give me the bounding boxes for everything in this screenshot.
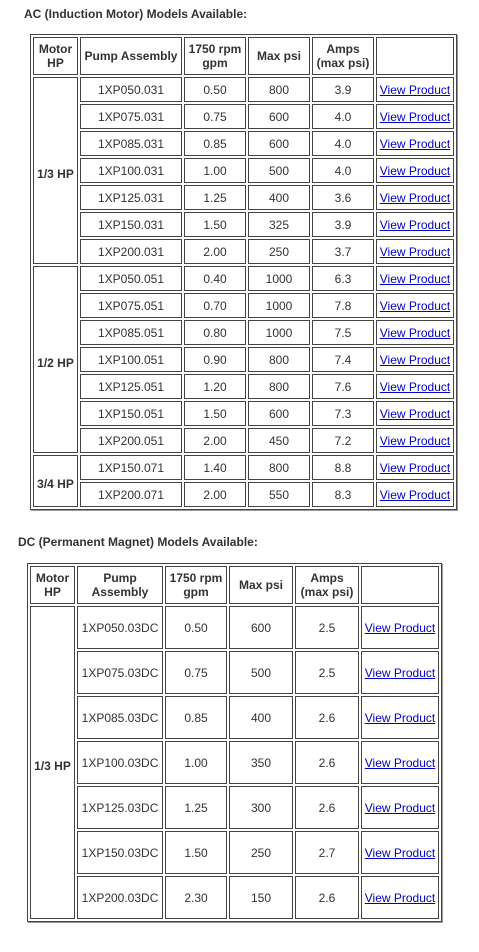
view-product-link[interactable]: View Product xyxy=(379,82,451,97)
view-product-cell xyxy=(376,401,454,426)
view-product-link[interactable]: View Product xyxy=(379,163,451,178)
view-product-link[interactable]: View Product xyxy=(379,190,451,205)
view-product-cell xyxy=(376,266,454,291)
table-row xyxy=(33,374,454,399)
amps-cell: 7.2 xyxy=(312,428,374,453)
pump-assembly-cell: 1XP050.03DC xyxy=(77,606,163,649)
pump-assembly-cell: 1XP150.071 xyxy=(80,455,182,480)
table-row xyxy=(33,293,454,318)
max-psi-cell: 800 xyxy=(248,77,310,102)
max-psi-cell: 325 xyxy=(248,212,310,237)
view-product-cell xyxy=(376,428,454,453)
view-product-link[interactable]: View Product xyxy=(379,406,451,421)
table-row xyxy=(30,651,439,694)
table-row xyxy=(33,239,454,264)
max-psi-cell: 400 xyxy=(248,185,310,210)
view-product-link[interactable]: View Product xyxy=(379,460,451,475)
amps-cell: 8.8 xyxy=(312,455,374,480)
view-product-cell xyxy=(361,606,439,649)
pump-assembly-cell: 1XP085.03DC xyxy=(77,696,163,739)
header-row xyxy=(30,566,439,604)
gpm-cell: 0.75 xyxy=(165,651,227,694)
pump-assembly-cell: 1XP075.031 xyxy=(80,104,182,129)
view-product-cell xyxy=(361,741,439,784)
gpm-cell: 2.00 xyxy=(184,428,246,453)
view-product-cell xyxy=(376,158,454,183)
amps-cell: 4.0 xyxy=(312,158,374,183)
motor-hp-label: 1/3 HP xyxy=(34,758,71,773)
gpm-cell: 1.00 xyxy=(165,741,227,784)
amps-cell: 7.8 xyxy=(312,293,374,318)
motor-hp-label: 3/4 HP xyxy=(37,477,74,491)
max-psi-cell: 450 xyxy=(248,428,310,453)
table-row xyxy=(33,131,454,156)
view-product-link[interactable]: View Product xyxy=(364,755,436,770)
view-product-link[interactable]: View Product xyxy=(364,710,436,725)
max-psi-cell: 800 xyxy=(248,347,310,372)
view-product-link[interactable]: View Product xyxy=(379,379,451,394)
view-product-link[interactable]: View Product xyxy=(379,244,451,259)
table-row xyxy=(30,831,439,874)
gpm-cell: 0.40 xyxy=(184,266,246,291)
header-link xyxy=(376,37,454,75)
pump-assembly-cell: 1XP150.031 xyxy=(80,212,182,237)
ac-section-title: AC (Induction Motor) Models Available: xyxy=(24,7,248,21)
header-amps: Amps (max psi) xyxy=(295,566,359,604)
gpm-cell: 1.00 xyxy=(184,158,246,183)
max-psi-cell: 1000 xyxy=(248,266,310,291)
header-pump-assembly: Pump Assembly xyxy=(77,566,163,604)
header-max-psi: Max psi xyxy=(229,566,293,604)
amps-cell: 7.5 xyxy=(312,320,374,345)
max-psi-cell: 1000 xyxy=(248,293,310,318)
pump-assembly-cell: 1XP125.031 xyxy=(80,185,182,210)
view-product-link[interactable]: View Product xyxy=(379,136,451,151)
max-psi-cell: 500 xyxy=(248,158,310,183)
view-product-cell xyxy=(376,77,454,102)
gpm-cell: 0.80 xyxy=(184,320,246,345)
table-row xyxy=(33,104,454,129)
view-product-cell xyxy=(376,374,454,399)
max-psi-cell: 350 xyxy=(229,741,293,784)
max-psi-cell: 1000 xyxy=(248,320,310,345)
pump-assembly-cell: 1XP200.031 xyxy=(80,239,182,264)
table-row xyxy=(33,455,454,480)
view-product-cell xyxy=(361,786,439,829)
gpm-cell: 1.50 xyxy=(184,401,246,426)
pump-assembly-cell: 1XP075.051 xyxy=(80,293,182,318)
table-row xyxy=(33,482,454,507)
max-psi-cell: 300 xyxy=(229,786,293,829)
table-row xyxy=(30,786,439,829)
max-psi-cell: 500 xyxy=(229,651,293,694)
pump-assembly-cell: 1XP075.03DC xyxy=(77,651,163,694)
motor-hp-label: 1/3 HP xyxy=(37,166,74,181)
dc-models-table xyxy=(27,563,442,922)
motor-hp-cell xyxy=(33,455,78,507)
table-row xyxy=(33,185,454,210)
amps-cell: 8.3 xyxy=(312,482,374,507)
pump-assembly-cell: 1XP100.031 xyxy=(80,158,182,183)
amps-cell: 2.6 xyxy=(295,696,359,739)
amps-cell: 2.5 xyxy=(295,606,359,649)
amps-cell: 2.6 xyxy=(295,786,359,829)
view-product-cell xyxy=(376,104,454,129)
pump-assembly-cell: 1XP200.051 xyxy=(80,428,182,453)
amps-cell: 7.4 xyxy=(312,347,374,372)
table-row xyxy=(33,266,454,291)
view-product-cell xyxy=(376,293,454,318)
gpm-cell: 0.85 xyxy=(165,696,227,739)
pump-assembly-cell: 1XP125.03DC xyxy=(77,786,163,829)
table-row xyxy=(33,347,454,372)
gpm-cell: 0.75 xyxy=(184,104,246,129)
table-row xyxy=(33,401,454,426)
gpm-cell: 0.85 xyxy=(184,131,246,156)
gpm-cell: 1.50 xyxy=(184,212,246,237)
amps-cell: 6.3 xyxy=(312,266,374,291)
amps-cell: 4.0 xyxy=(312,104,374,129)
table-row xyxy=(30,606,439,649)
view-product-link[interactable]: View Product xyxy=(379,109,451,124)
gpm-cell: 0.50 xyxy=(184,77,246,102)
max-psi-cell: 600 xyxy=(248,401,310,426)
motor-hp-cell xyxy=(33,77,78,264)
pump-assembly-cell: 1XP200.071 xyxy=(80,482,182,507)
table-row xyxy=(30,741,439,784)
motor-hp-cell xyxy=(30,606,75,919)
view-product-cell xyxy=(376,239,454,264)
motor-hp-label: 1/2 HP xyxy=(37,355,74,370)
header-link xyxy=(361,566,439,604)
header-max-psi: Max psi xyxy=(248,37,310,75)
max-psi-cell: 550 xyxy=(248,482,310,507)
max-psi-cell: 600 xyxy=(248,131,310,156)
gpm-cell: 2.00 xyxy=(184,482,246,507)
gpm-cell: 2.00 xyxy=(184,239,246,264)
view-product-link[interactable]: View Product xyxy=(364,890,436,905)
amps-cell: 7.6 xyxy=(312,374,374,399)
pump-assembly-cell: 1XP050.051 xyxy=(80,266,182,291)
amps-cell: 4.0 xyxy=(312,131,374,156)
table-row xyxy=(33,212,454,237)
view-product-cell xyxy=(361,696,439,739)
gpm-cell: 2.30 xyxy=(165,876,227,919)
motor-hp-cell xyxy=(33,266,78,453)
table-row xyxy=(30,876,439,919)
max-psi-cell: 400 xyxy=(229,696,293,739)
pump-assembly-cell: 1XP085.031 xyxy=(80,131,182,156)
ac-models-table xyxy=(30,34,457,510)
view-product-link[interactable]: View Product xyxy=(379,271,451,286)
pump-assembly-cell: 1XP125.051 xyxy=(80,374,182,399)
view-product-cell xyxy=(376,455,454,480)
header-row xyxy=(33,37,454,75)
max-psi-cell: 250 xyxy=(229,831,293,874)
amps-cell: 3.7 xyxy=(312,239,374,264)
pump-assembly-cell: 1XP100.03DC xyxy=(77,741,163,784)
max-psi-cell: 800 xyxy=(248,374,310,399)
header-pump-assembly: Pump Assembly xyxy=(80,37,182,75)
gpm-cell: 1.25 xyxy=(165,786,227,829)
view-product-link[interactable]: View Product xyxy=(364,620,436,635)
table-row xyxy=(33,77,454,102)
table-row xyxy=(33,428,454,453)
view-product-cell xyxy=(361,876,439,919)
pump-assembly-cell: 1XP200.03DC xyxy=(77,876,163,919)
gpm-cell: 0.90 xyxy=(184,347,246,372)
amps-cell: 2.6 xyxy=(295,741,359,784)
amps-cell: 2.7 xyxy=(295,831,359,874)
gpm-cell: 1.25 xyxy=(184,185,246,210)
amps-cell: 3.9 xyxy=(312,77,374,102)
view-product-cell xyxy=(376,347,454,372)
amps-cell: 3.6 xyxy=(312,185,374,210)
pump-assembly-cell: 1XP050.031 xyxy=(80,77,182,102)
max-psi-cell: 150 xyxy=(229,876,293,919)
header-motor-hp: Motor HP xyxy=(30,566,75,604)
max-psi-cell: 250 xyxy=(248,239,310,264)
max-psi-cell: 600 xyxy=(229,606,293,649)
table-row xyxy=(30,696,439,739)
view-product-link[interactable]: View Product xyxy=(379,217,451,232)
pump-assembly-cell: 1XP150.03DC xyxy=(77,831,163,874)
view-product-link[interactable]: View Product xyxy=(364,665,436,680)
gpm-cell: 1.50 xyxy=(165,831,227,874)
view-product-link[interactable]: View Product xyxy=(364,845,436,860)
header-gpm: 1750 rpm gpm xyxy=(184,37,246,75)
table-row xyxy=(33,158,454,183)
pump-assembly-cell: 1XP100.051 xyxy=(80,347,182,372)
amps-cell: 2.6 xyxy=(295,876,359,919)
header-motor-hp: Motor HP xyxy=(33,37,78,75)
table-row xyxy=(33,320,454,345)
amps-cell: 2.5 xyxy=(295,651,359,694)
view-product-link[interactable]: View Product xyxy=(379,433,451,448)
view-product-cell xyxy=(376,131,454,156)
amps-cell: 7.3 xyxy=(312,401,374,426)
pump-assembly-cell: 1XP150.051 xyxy=(80,401,182,426)
pump-assembly-cell: 1XP085.051 xyxy=(80,320,182,345)
gpm-cell: 0.70 xyxy=(184,293,246,318)
max-psi-cell: 800 xyxy=(248,455,310,480)
gpm-cell: 1.40 xyxy=(184,455,246,480)
view-product-link[interactable]: View Product xyxy=(379,298,451,313)
gpm-cell: 1.20 xyxy=(184,374,246,399)
view-product-link[interactable]: View Product xyxy=(379,487,451,502)
amps-cell: 3.9 xyxy=(312,212,374,237)
dc-section-title: DC (Permanent Magnet) Models Available: xyxy=(18,535,258,549)
view-product-cell xyxy=(376,482,454,507)
max-psi-cell: 600 xyxy=(248,104,310,129)
header-amps: Amps (max psi) xyxy=(312,37,374,75)
view-product-cell xyxy=(376,212,454,237)
view-product-link[interactable]: View Product xyxy=(379,352,451,367)
gpm-cell: 0.50 xyxy=(165,606,227,649)
view-product-link[interactable]: View Product xyxy=(364,800,436,815)
view-product-link[interactable]: View Product xyxy=(379,325,451,340)
view-product-cell xyxy=(376,320,454,345)
header-gpm: 1750 rpm gpm xyxy=(165,566,227,604)
view-product-cell xyxy=(361,831,439,874)
view-product-cell xyxy=(361,651,439,694)
view-product-cell xyxy=(376,185,454,210)
